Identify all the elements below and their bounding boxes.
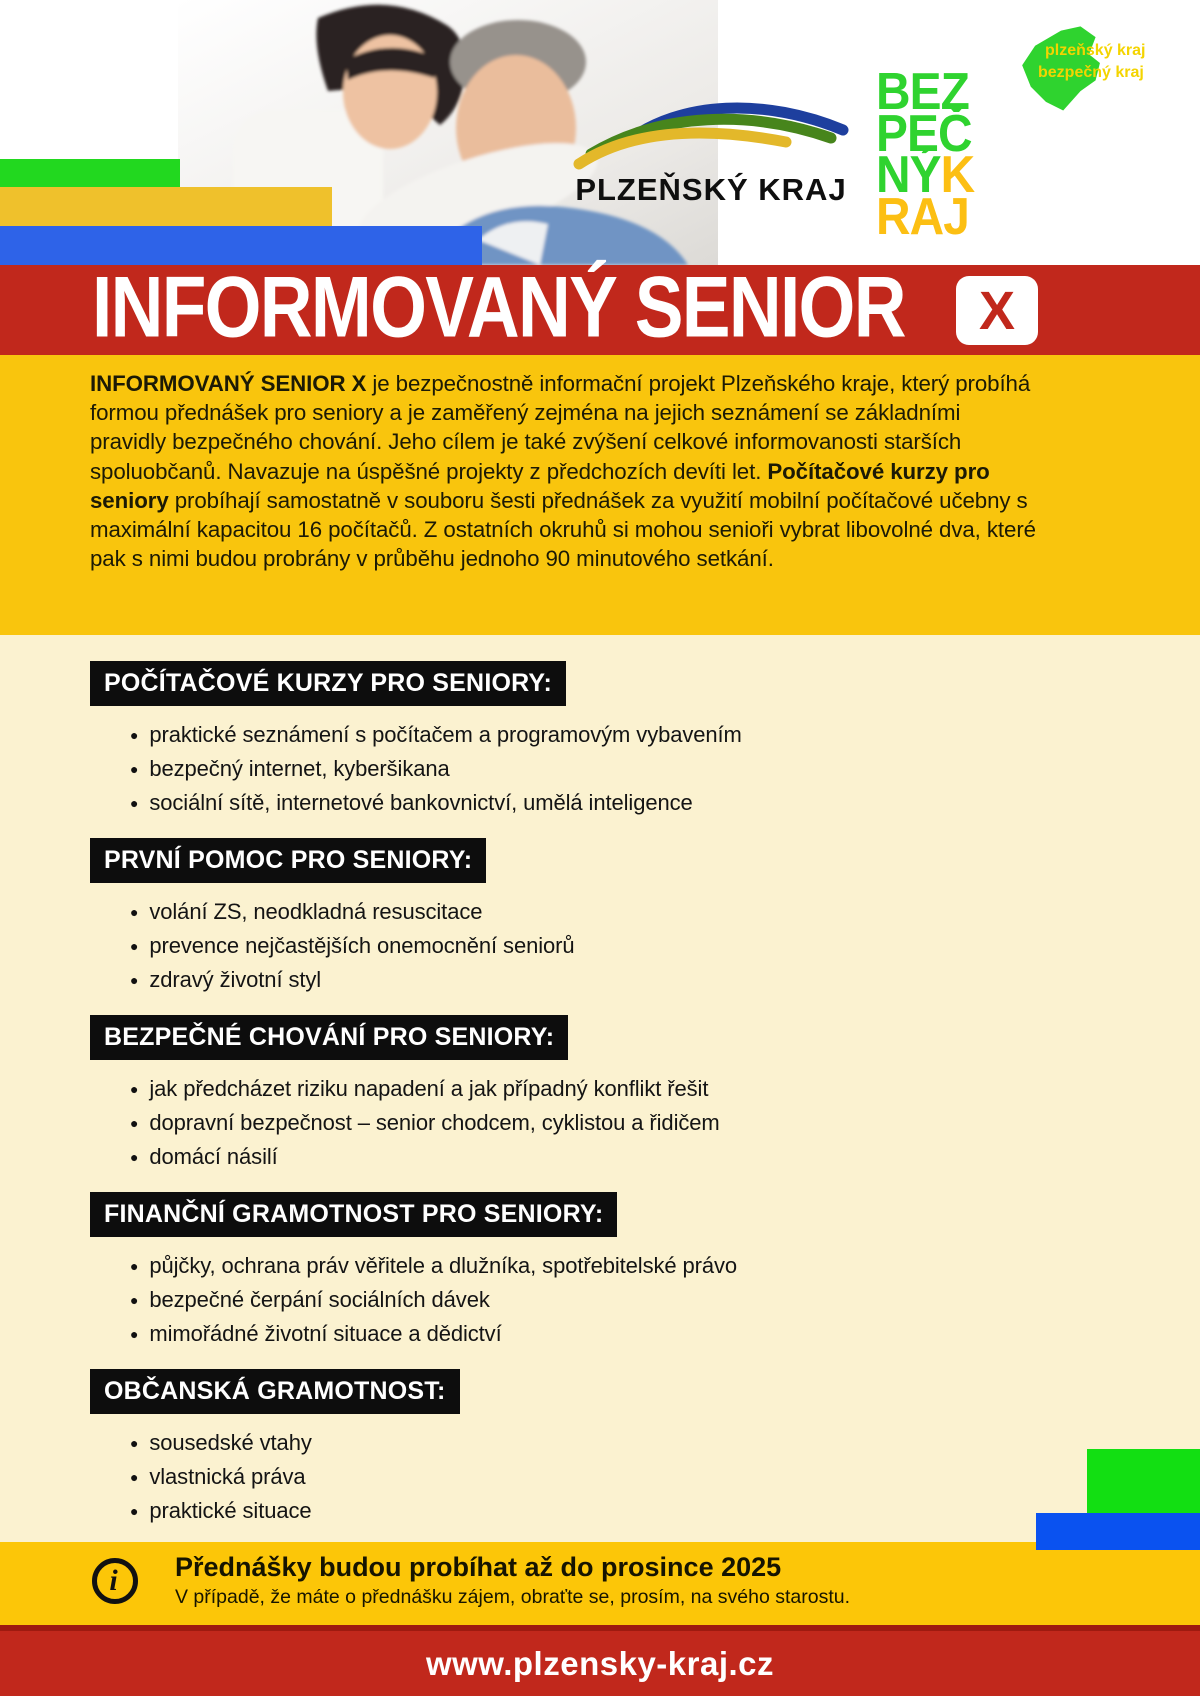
topic-section-safe-behaviour [90, 1015, 1200, 1174]
list-item: ● domácí násilí [130, 1140, 1200, 1174]
list-item: ● vlastnická práva [130, 1460, 1200, 1494]
bezpecny-kraj-wordmark [876, 63, 983, 246]
topic-section-financial-literacy [90, 1192, 1200, 1351]
wordmark-green-part: NÝ [876, 146, 941, 205]
wordmark-yellow-part: RAJ [876, 187, 969, 246]
info-icon: i [92, 1558, 138, 1604]
bezpecny-kraj-logo [860, 20, 1190, 245]
logo-caption-line1: plzeňský kraj [1045, 42, 1146, 59]
bullet-list [130, 895, 1200, 997]
wordmark-green-part: PEČ [876, 104, 972, 163]
decorative-stripe-green [0, 159, 180, 187]
list-item: ● půjčky, ochrana práv věřitele a dlužníka, spotřebitelské právo [130, 1249, 1200, 1283]
topic-section-civic-literacy [90, 1369, 1200, 1528]
topic-section-first-aid [90, 838, 1200, 997]
list-item: ● praktické situace [130, 1494, 1200, 1528]
bullet-list [130, 718, 1200, 820]
decorative-block-blue [1036, 1513, 1200, 1550]
footer-url-link[interactable]: www.plzensky-kraj.cz [425, 1644, 775, 1682]
list-item: ● prevence nejčastějších onemocnění seniorů [130, 929, 1200, 963]
intro-bold-2: Počítačové kurzy pro seniory [90, 458, 990, 513]
list-item: ● zdravý životní styl [130, 963, 1200, 997]
edition-badge: X [956, 276, 1038, 345]
section-title: POČÍTAČOVÉ KURZY PRO SENIORY: [90, 661, 566, 706]
intro-text-1: je bezpečnostně informační projekt Plzeňského kraje, který probíhá formou přednášek pro seniory a je zaměřený zejména na jejich seznámení se základními pravidly bezpečného chování. Jeho cílem je také zvýšení celkové informovanosti starších spoluobčanů. Navazuje na úspěšné projekty z předchozích devíti let. [90, 371, 1031, 484]
wordmark-line [876, 187, 974, 246]
topics-area [0, 635, 1200, 1542]
wordmark-yellow-part: K [940, 146, 975, 205]
intro-lead-bold: INFORMOVANÝ SENIOR X [90, 371, 367, 396]
plzensky-kraj-arcs-icon [571, 88, 851, 170]
list-item: ● praktické seznámení s počítačem a programovým vybavením [130, 718, 1200, 752]
wordmark-green-part: BEZ [876, 63, 969, 121]
info-heading-text: Přednášky budou probíhat až do [175, 1552, 602, 1582]
logo-caption-line2: bezpečný kraj [1038, 64, 1144, 81]
header [0, 0, 1200, 265]
info-bar [0, 1542, 1200, 1625]
section-title: OBČANSKÁ GRAMOTNOST: [90, 1369, 460, 1414]
intro-section [0, 355, 1200, 635]
list-item: ● jak předcházet riziku napadení a jak případný konflikt řešit [130, 1072, 1200, 1106]
decorative-block-green [1087, 1449, 1200, 1513]
list-item: ● volání ZS, neodkladná resuscitace [130, 895, 1200, 929]
info-heading-date: prosince 2025 [601, 1552, 782, 1582]
info-subtext: V případě, že máte o přednášku zájem, obraťte se, prosím, na svého starostu. [175, 1586, 850, 1608]
plzensky-kraj-logo-label: PLZEŇSKÝ KRAJ [575, 172, 847, 207]
intro-text-2: probíhají samostatně v souboru šesti přednášek za využití mobilní počítačové učebny s maximální kapacitou 16 počítačů. Z ostatních okruhů si mohou senioři vybrat libovolné dva, které pak s nimi budou probrány v průběhu jednoho 90 minutového setkání. [90, 487, 1036, 572]
footer-bar [0, 1625, 1200, 1696]
topic-section-computer-courses [90, 661, 1200, 820]
info-heading [175, 1550, 850, 1584]
decorative-stripe-yellow [0, 187, 332, 226]
list-item: ● sociální sítě, internetové bankovnictví, umělá inteligence [130, 786, 1200, 820]
section-title: BEZPEČNÉ CHOVÁNÍ PRO SENIORY: [90, 1015, 568, 1060]
section-title: FINANČNÍ GRAMOTNOST PRO SENIORY: [90, 1192, 617, 1237]
page-title: INFORMOVANÝ SENIOR [92, 259, 905, 356]
list-item: ● sousedské vtahy [130, 1426, 1200, 1460]
list-item: ● bezpečný internet, kyberšikana [130, 752, 1200, 786]
title-banner [0, 259, 1200, 356]
intro-paragraph [0, 355, 1200, 573]
list-item: ● bezpečné čerpání sociálních dávek [130, 1283, 1200, 1317]
list-item: ● mimořádné životní situace a dědictví [130, 1317, 1200, 1351]
list-item: ● dopravní bezpečnost – senior chodcem, cyklistou a řidičem [130, 1106, 1200, 1140]
info-text-block [175, 1550, 850, 1611]
plzensky-kraj-logo [566, 88, 856, 208]
bullet-list [130, 1249, 1200, 1351]
bullet-list [130, 1072, 1200, 1174]
section-title: PRVNÍ POMOC PRO SENIORY: [90, 838, 486, 883]
